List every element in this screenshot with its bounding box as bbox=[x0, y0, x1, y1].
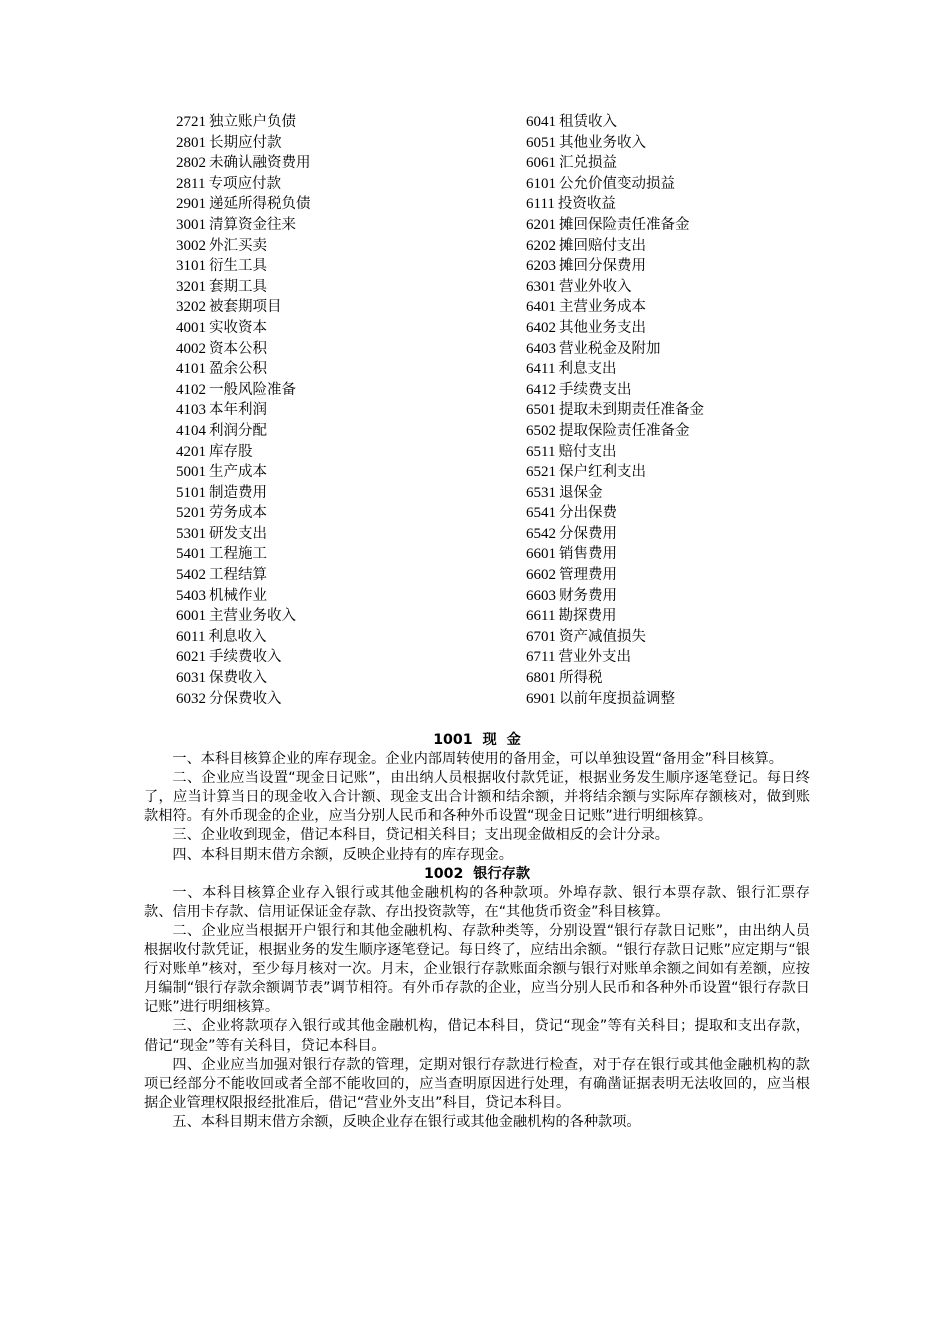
account-name: 所得税 bbox=[559, 670, 603, 687]
account-code: 2802 bbox=[176, 155, 206, 172]
section-title: 1002 银行存款 bbox=[423, 865, 531, 882]
account-item bbox=[526, 297, 826, 318]
account-code: 2901 bbox=[176, 196, 206, 213]
account-item bbox=[526, 339, 826, 360]
account-code: 6301 bbox=[526, 278, 556, 295]
account-name: 提取未到期责任准备金 bbox=[559, 402, 704, 419]
paragraph: 三、企业收到现金，借记本科目，贷记相关科目；支出现金做相反的会计分录。 bbox=[172, 827, 669, 844]
account-name: 实收资本 bbox=[209, 319, 267, 336]
account-name: 财务费用 bbox=[559, 587, 617, 604]
account-code: 6541 bbox=[526, 505, 556, 522]
paragraph: 一、本科目核算企业存入银行或其他金融机构的各种款项。外埠存款、银行本票存款、银行汇票存款、信用卡存款、信用证保证金存款、存出投资款等，在“其他货币资金”科目核算。 bbox=[144, 884, 810, 920]
paragraph: 四、企业应当加强对银行存款的管理，定期对银行存款进行检查，对于存在银行或其他金融机构的款项已经部分不能收回或者全部不能收回的，应当查明原因进行处理，有确凿证据表明无法收回的，应当根据企业管理权限报经批准后，借记“营业外支出”科目，贷记本科目。 bbox=[144, 1056, 810, 1111]
paragraph: 四、本科目期末借方余额，反映企业持有的库存现金。 bbox=[172, 846, 513, 863]
account-code: 2721 bbox=[176, 114, 206, 130]
account-name: 利息支出 bbox=[558, 361, 617, 378]
account-code: 6202 bbox=[526, 237, 556, 254]
account-name: 其他业务支出 bbox=[559, 319, 646, 336]
account-name: 机械作业 bbox=[209, 587, 267, 604]
account-item bbox=[526, 442, 826, 463]
account-code: 5201 bbox=[176, 505, 206, 522]
paragraph: 二、企业应当根据开户银行和其他金融机构、存款种类等，分别设置“银行存款日记账”，由出纳人员根据收付款凭证，根据业务的发生顺序逐笔登记。每日终了，应结出余额。“银行存款日记账”应定期与“银行对账单”核对，至少每月核对一次。月末，企业银行存款账面余额与银行对账单余额之间如有差额，应按月编制“银行存款余额调节表”调节相符。有外币存款的企业，应当分别人民币和各种外币设置“银行存款日记账”进行明细核算。 bbox=[144, 922, 810, 1016]
account-item bbox=[526, 359, 826, 380]
account-code: 6801 bbox=[526, 670, 556, 687]
account-item bbox=[176, 668, 476, 689]
account-name: 本年利润 bbox=[209, 402, 267, 419]
account-item bbox=[176, 483, 476, 504]
account-name: 保费收入 bbox=[209, 670, 267, 687]
account-name: 工程结算 bbox=[209, 567, 267, 584]
account-name: 被套期项目 bbox=[209, 299, 282, 316]
account-name: 主营业务成本 bbox=[559, 299, 646, 316]
account-name: 套期工具 bbox=[209, 278, 267, 295]
account-name: 营业外支出 bbox=[558, 649, 631, 666]
account-item bbox=[176, 339, 476, 360]
account-code: 6701 bbox=[526, 628, 556, 645]
account-name: 制造费用 bbox=[209, 484, 267, 501]
account-code: 6601 bbox=[526, 546, 556, 563]
account-code: 6111 bbox=[526, 196, 555, 213]
account-name: 管理费用 bbox=[559, 567, 617, 584]
account-code: 4103 bbox=[176, 402, 206, 419]
account-item bbox=[526, 503, 826, 524]
account-item bbox=[526, 565, 826, 586]
account-item bbox=[526, 606, 826, 627]
account-name: 主营业务收入 bbox=[209, 608, 296, 625]
account-name: 以前年度损益调整 bbox=[559, 690, 675, 707]
account-name: 公允价值变动损益 bbox=[559, 175, 675, 192]
account-code: 6032 bbox=[176, 690, 206, 707]
account-item bbox=[176, 318, 476, 339]
account-code: 6401 bbox=[526, 299, 556, 316]
account-code: 6011 bbox=[176, 628, 206, 645]
account-code: 4001 bbox=[176, 319, 206, 336]
account-name: 营业税金及附加 bbox=[559, 340, 661, 357]
account-name: 其他业务收入 bbox=[559, 134, 646, 151]
account-item bbox=[526, 112, 826, 133]
account-column-right bbox=[526, 112, 826, 709]
account-name: 清算资金往来 bbox=[209, 216, 296, 233]
account-item bbox=[526, 668, 826, 689]
account-item bbox=[176, 112, 476, 133]
account-name: 赔付支出 bbox=[558, 443, 617, 460]
account-code: 4102 bbox=[176, 381, 206, 398]
account-code: 6101 bbox=[526, 175, 556, 192]
account-code: 6611 bbox=[526, 608, 556, 625]
account-name: 汇兑损益 bbox=[559, 155, 617, 172]
account-code: 6603 bbox=[526, 587, 556, 604]
account-item bbox=[526, 544, 826, 565]
account-name: 资产减值损失 bbox=[559, 628, 646, 645]
account-name: 利润分配 bbox=[209, 422, 267, 439]
account-name: 分保费用 bbox=[559, 525, 617, 542]
account-item bbox=[176, 503, 476, 524]
paragraph: 五、本科目期末借方余额，反映企业存在银行或其他金融机构的各种款项。 bbox=[172, 1113, 641, 1130]
account-name: 未确认融资费用 bbox=[209, 155, 311, 172]
account-name: 摊回分保费用 bbox=[559, 258, 646, 275]
account-code: 5001 bbox=[176, 464, 206, 481]
account-name: 营业外收入 bbox=[559, 278, 632, 295]
account-item bbox=[176, 462, 476, 483]
account-code: 4002 bbox=[176, 340, 206, 357]
account-item bbox=[526, 194, 826, 215]
account-code: 5301 bbox=[176, 525, 206, 542]
account-code: 6511 bbox=[526, 443, 556, 460]
account-item bbox=[176, 133, 476, 154]
account-item bbox=[176, 297, 476, 318]
section-title: 1001 现 金 bbox=[433, 732, 521, 748]
account-item bbox=[176, 689, 476, 710]
account-name: 保户红利支出 bbox=[559, 464, 646, 481]
account-item bbox=[176, 174, 476, 195]
account-item bbox=[526, 421, 826, 442]
account-code: 4101 bbox=[176, 361, 206, 378]
account-code: 6201 bbox=[526, 216, 556, 233]
account-item bbox=[526, 627, 826, 648]
account-name: 销售费用 bbox=[559, 546, 617, 563]
account-item bbox=[526, 483, 826, 504]
account-name: 利息收入 bbox=[208, 628, 267, 645]
account-item bbox=[526, 462, 826, 483]
account-code: 6031 bbox=[176, 670, 206, 687]
account-code: 6061 bbox=[526, 155, 556, 172]
account-item bbox=[526, 256, 826, 277]
account-code: 6051 bbox=[526, 134, 556, 151]
account-item bbox=[176, 586, 476, 607]
account-code: 5401 bbox=[176, 546, 206, 563]
account-code: 6502 bbox=[526, 422, 556, 439]
account-code: 6203 bbox=[526, 258, 556, 275]
account-name: 提取保险责任准备金 bbox=[559, 422, 690, 439]
account-item bbox=[176, 400, 476, 421]
account-name: 摊回保险责任准备金 bbox=[559, 216, 690, 233]
account-item bbox=[176, 215, 476, 236]
account-code: 5402 bbox=[176, 567, 206, 584]
account-item bbox=[176, 606, 476, 627]
account-item bbox=[526, 277, 826, 298]
account-name: 投资收益 bbox=[557, 196, 616, 213]
account-name: 勘探费用 bbox=[558, 608, 617, 625]
account-name: 资本公积 bbox=[209, 340, 267, 357]
account-name: 工程施工 bbox=[209, 546, 267, 563]
account-item bbox=[176, 627, 476, 648]
account-name: 外汇买卖 bbox=[209, 237, 267, 254]
account-code: 2801 bbox=[176, 134, 206, 151]
account-item bbox=[526, 586, 826, 607]
account-code: 6021 bbox=[176, 649, 206, 666]
account-item bbox=[176, 359, 476, 380]
account-item bbox=[176, 565, 476, 586]
account-name: 一般风险准备 bbox=[209, 381, 296, 398]
account-item bbox=[526, 215, 826, 236]
account-item bbox=[526, 133, 826, 154]
account-code: 3001 bbox=[176, 216, 206, 233]
account-code: 6542 bbox=[526, 525, 556, 542]
account-item bbox=[176, 524, 476, 545]
account-code: 2811 bbox=[176, 175, 206, 192]
account-item bbox=[526, 647, 826, 668]
account-column-left bbox=[176, 112, 476, 709]
account-item bbox=[176, 380, 476, 401]
account-code: 6521 bbox=[526, 464, 556, 481]
account-item bbox=[526, 400, 826, 421]
account-name: 摊回赔付支出 bbox=[559, 237, 646, 254]
account-item bbox=[176, 647, 476, 668]
account-name: 手续费支出 bbox=[559, 381, 632, 398]
account-item bbox=[526, 524, 826, 545]
account-name: 研发支出 bbox=[209, 525, 267, 542]
section-cash bbox=[144, 731, 810, 865]
account-code: 6602 bbox=[526, 567, 556, 584]
account-code: 5101 bbox=[176, 484, 206, 501]
account-name: 递延所得税负债 bbox=[209, 196, 311, 213]
account-code: 5403 bbox=[176, 587, 206, 604]
account-code: 6531 bbox=[526, 484, 556, 501]
section-bank-deposit bbox=[144, 865, 810, 1132]
account-item bbox=[176, 421, 476, 442]
account-name: 退保金 bbox=[559, 484, 603, 501]
account-item bbox=[526, 236, 826, 257]
account-code: 6402 bbox=[526, 319, 556, 336]
account-code: 4104 bbox=[176, 422, 206, 439]
account-name: 生产成本 bbox=[209, 464, 267, 481]
account-name: 分出保费 bbox=[559, 505, 617, 522]
account-code: 4201 bbox=[176, 443, 206, 460]
account-name: 专项应付款 bbox=[208, 175, 281, 192]
account-name: 长期应付款 bbox=[209, 134, 282, 151]
account-name: 衍生工具 bbox=[209, 258, 267, 275]
account-item bbox=[176, 256, 476, 277]
account-item bbox=[176, 442, 476, 463]
account-item bbox=[526, 689, 826, 710]
account-item bbox=[176, 236, 476, 257]
account-name: 独立账户负债 bbox=[209, 114, 296, 130]
account-item bbox=[176, 194, 476, 215]
account-code: 3201 bbox=[176, 278, 206, 295]
account-item bbox=[176, 153, 476, 174]
account-name: 租赁收入 bbox=[559, 114, 617, 130]
account-name: 盈余公积 bbox=[209, 361, 267, 378]
account-code: 6001 bbox=[176, 608, 206, 625]
account-item bbox=[526, 380, 826, 401]
account-name: 库存股 bbox=[209, 443, 253, 460]
account-code: 3101 bbox=[176, 258, 206, 275]
account-code: 6501 bbox=[526, 402, 556, 419]
paragraph: 二、企业应当设置“现金日记账”，由出纳人员根据收付款凭证，根据业务发生顺序逐笔登记。每日终了，应当计算当日的现金收入合计额、现金支出合计额和结余额，并将结余额与实际库存额核对，做到账款相符。有外币现金的企业，应当分别人民币和各种外币设置“现金日记账”进行明细核算。 bbox=[144, 770, 810, 825]
account-item bbox=[526, 318, 826, 339]
account-code: 6411 bbox=[526, 361, 556, 378]
account-name: 劳务成本 bbox=[209, 505, 267, 522]
account-item bbox=[176, 544, 476, 565]
account-code: 6412 bbox=[526, 381, 556, 398]
account-code: 6403 bbox=[526, 340, 556, 357]
account-code: 6711 bbox=[526, 649, 556, 666]
account-name: 手续费收入 bbox=[209, 649, 282, 666]
account-code: 3002 bbox=[176, 237, 206, 254]
account-item bbox=[526, 153, 826, 174]
paragraph: 一、本科目核算企业的库存现金。企业内部周转使用的备用金，可以单独设置“备用金”科目核算。 bbox=[172, 751, 783, 768]
account-code: 6901 bbox=[526, 690, 556, 707]
account-code: 3202 bbox=[176, 299, 206, 316]
account-code: 6041 bbox=[526, 114, 556, 130]
paragraph: 三、企业将款项存入银行或其他金融机构，借记本科目，贷记“现金”等有关科目；提取和支出存款，借记“现金”等有关科目，贷记本科目。 bbox=[144, 1018, 810, 1054]
account-item bbox=[176, 277, 476, 298]
account-item bbox=[526, 174, 826, 195]
account-name: 分保费收入 bbox=[209, 690, 282, 707]
account-descriptions bbox=[144, 731, 810, 1132]
